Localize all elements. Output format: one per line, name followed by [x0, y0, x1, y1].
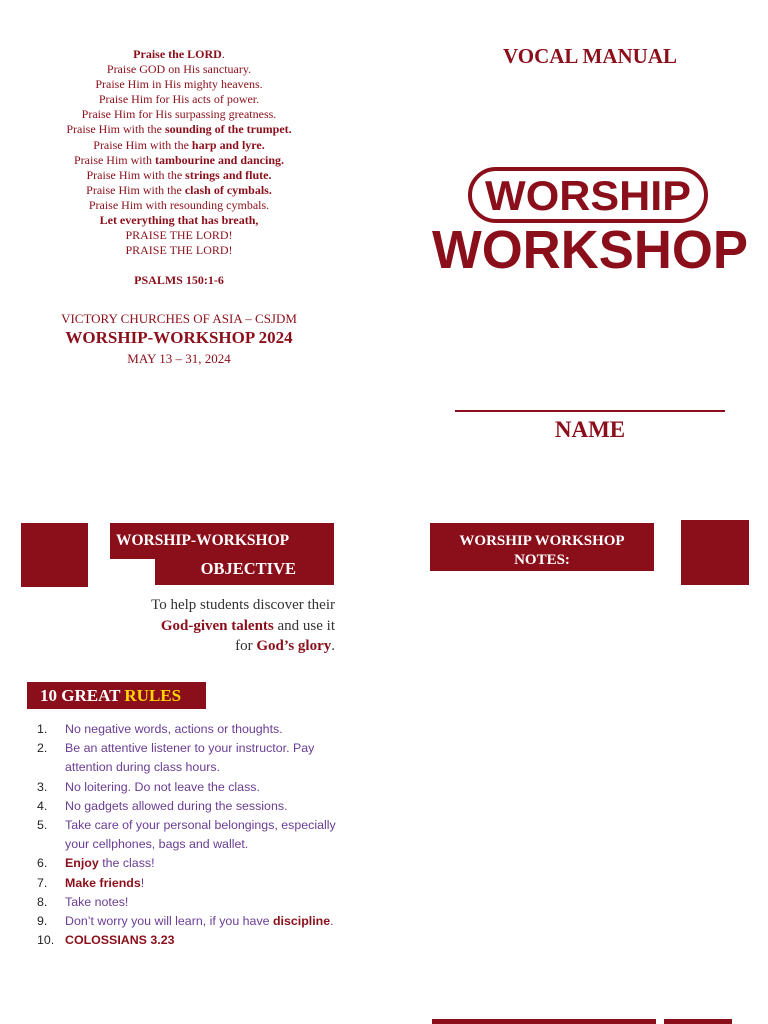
emphasis-text: COLOSSIANS 3.23: [65, 933, 175, 948]
psalm-line: [40, 228, 318, 243]
rule-item: [37, 739, 337, 777]
emphasis-text: sounding of the trumpet.: [164, 122, 292, 137]
rule-number: 5.: [37, 818, 48, 833]
event-dates: MAY 13 – 31, 2024: [127, 351, 231, 366]
rules-heading-prefix: 10 GREAT: [40, 686, 125, 705]
rule-number: 8.: [37, 894, 48, 909]
objective-text: [60, 595, 335, 657]
rule-item: [37, 893, 337, 912]
psalm-line: [40, 168, 318, 183]
rules-list: [37, 720, 337, 950]
event-title: WORSHIP-WORKSHOP 2024: [65, 328, 293, 347]
text-run: Don’t worry you will learn, if you have: [65, 914, 273, 929]
bottom-bar-decoration: [432, 1019, 656, 1024]
objective-title-line1: WORSHIP-WORKSHOP: [110, 523, 334, 559]
emphasis-text: Make friends: [65, 875, 141, 890]
objective-square-decoration: [21, 523, 88, 587]
rule-number: 3.: [37, 779, 48, 794]
text-run: Take care of your personal belongings, especially your cellphones, bags and wallet.: [65, 818, 336, 852]
rule-item: [37, 720, 337, 739]
psalm-line: [40, 138, 318, 153]
psalm-line: [40, 92, 318, 107]
rule-item: [37, 797, 337, 816]
objective-title-line2: OBJECTIVE: [155, 554, 334, 585]
text-run: Praise Him with the: [66, 122, 165, 137]
logo-worship-text: WORSHIP: [485, 172, 691, 219]
text-run: PRAISE THE LORD!: [125, 228, 233, 243]
objective-line: [60, 595, 335, 616]
psalm-line: [40, 47, 318, 62]
emphasis-text: Praise the LORD: [133, 47, 222, 61]
objective-line: [60, 616, 335, 637]
emphasis-text: God’s glory: [256, 638, 332, 654]
text-run: .: [331, 638, 335, 654]
text-run: No gadgets allowed during the sessions.: [65, 798, 288, 813]
logo-workshop-text: WORKSHOP: [432, 220, 748, 280]
name-label: NAME: [554, 417, 626, 442]
psalm-line: [40, 107, 318, 122]
psalm-line: [40, 213, 318, 228]
text-run: Praise Him for His acts of power.: [98, 92, 260, 107]
rule-number: 9.: [37, 914, 48, 929]
text-run: .: [221, 47, 225, 61]
rules-heading-highlight: RULES: [124, 686, 182, 705]
emphasis-text: Let everything that has breath,: [99, 213, 259, 228]
rule-item: [37, 912, 337, 931]
notes-title-line1: WORSHIP WORKSHOP: [459, 533, 625, 549]
text-run: Praise Him in His mighty heavens.: [95, 77, 263, 92]
worship-workshop-logo: [428, 165, 752, 280]
text-run: PRAISE THE LORD!: [125, 243, 233, 258]
text-run: No loitering. Do not leave the class.: [65, 779, 260, 794]
text-run: the class!: [98, 856, 155, 871]
objective-line: [60, 636, 335, 657]
emphasis-text: harp and lyre.: [191, 137, 265, 152]
bottom-square-decoration: [664, 1019, 732, 1024]
emphasis-text: God-given talents: [160, 617, 274, 634]
notes-heading: [430, 523, 654, 571]
psalm-line: [40, 122, 318, 137]
text-run: To help students discover their: [151, 597, 335, 613]
rule-number: 4.: [37, 798, 48, 813]
emphasis-text: tambourine and dancing.: [154, 152, 285, 167]
rule-number: 6.: [37, 856, 48, 871]
text-run: Praise Him with the: [93, 137, 192, 152]
name-underline: [455, 410, 725, 412]
psalm-150-text: [40, 47, 318, 288]
text-run: !: [140, 875, 145, 890]
psalm-line: [40, 77, 318, 92]
emphasis-text: strings and flute.: [185, 167, 272, 182]
text-run: for: [235, 638, 257, 654]
text-run: Praise Him for His surpassing greatness.: [81, 107, 277, 122]
rules-heading: [27, 682, 206, 709]
rule-item: [37, 854, 337, 873]
rule-number: 2.: [37, 741, 48, 756]
rule-item: [37, 874, 337, 893]
church-name: VICTORY CHURCHES OF ASIA – CSJDM: [61, 311, 297, 326]
psalm-line: [40, 243, 318, 258]
psalm-line: [40, 153, 318, 168]
rule-item: [37, 816, 337, 854]
rule-item: [37, 778, 337, 797]
text-run: Praise Him with the: [86, 182, 185, 197]
psalm-reference: PSALMS 150:1-6: [134, 273, 224, 288]
text-run: and use it: [273, 617, 335, 634]
notes-title-line2: NOTES:: [514, 552, 570, 568]
psalm-line: [40, 62, 318, 77]
text-run: .: [330, 914, 334, 929]
manual-title: VOCAL MANUAL: [503, 44, 677, 68]
emphasis-text: discipline: [272, 914, 331, 929]
text-run: Praise Him with resounding cymbals.: [88, 197, 270, 212]
psalm-line: [40, 183, 318, 198]
psalm-line: [40, 198, 318, 213]
notes-square-decoration: [681, 520, 749, 585]
rule-number: 7.: [37, 875, 48, 890]
text-run: Praise Him with the: [86, 167, 186, 182]
text-run: Take notes!: [65, 894, 129, 909]
emphasis-text: Enjoy: [65, 856, 99, 871]
emphasis-text: clash of cymbals.: [184, 182, 272, 197]
rule-number: 10.: [37, 933, 55, 948]
rule-item: [37, 931, 337, 950]
text-run: Be an attentive listener to your instructor. Pay attention during class hours.: [65, 741, 315, 775]
rule-number: 1.: [37, 722, 48, 736]
text-run: Praise Him with: [73, 152, 155, 167]
text-run: No negative words, actions or thoughts.: [65, 722, 283, 736]
text-run: Praise GOD on His sanctuary.: [106, 62, 252, 77]
psalm-lines: [40, 47, 318, 258]
